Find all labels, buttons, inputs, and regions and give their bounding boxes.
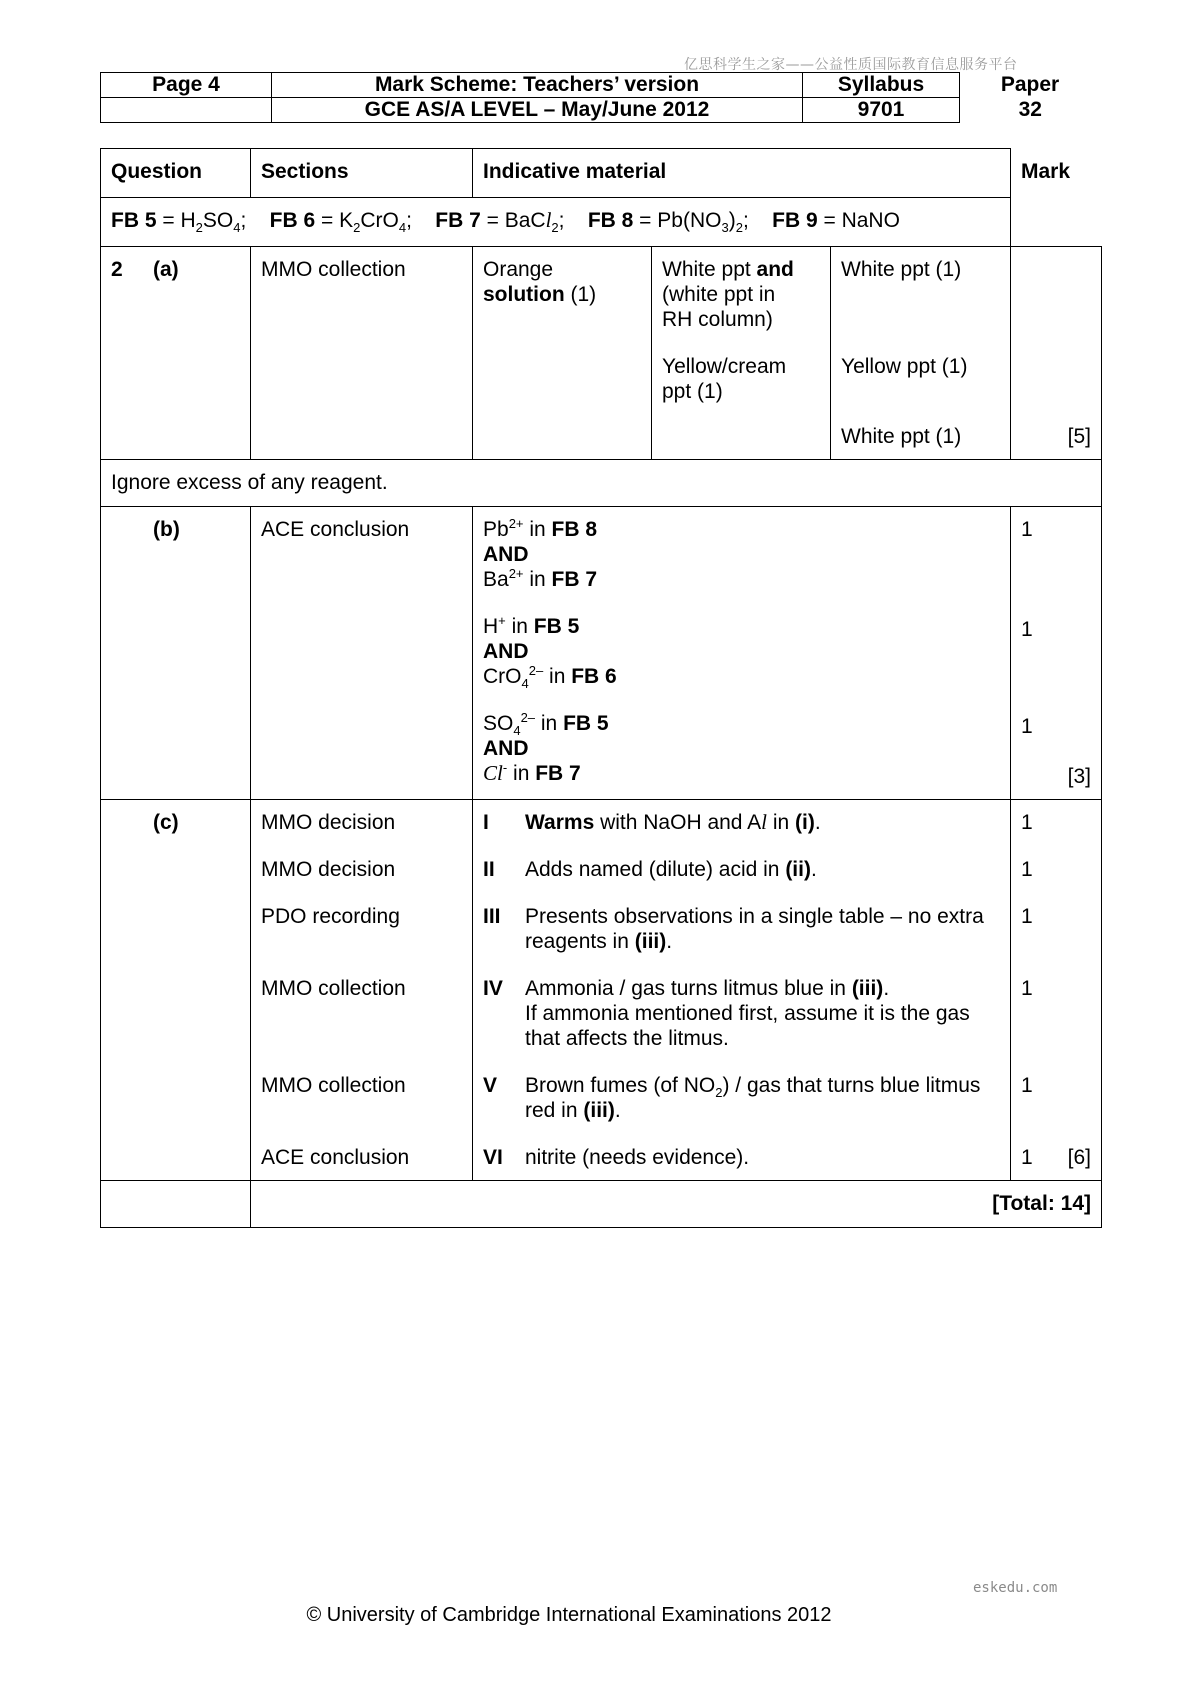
- column-header-question: Question: [101, 149, 251, 198]
- reagent-key-mark-empty: [1011, 198, 1102, 247]
- watermark-top: 亿思科学生之家——公益性质国际教育信息服务平台: [684, 57, 1018, 73]
- question-2b-row: [101, 507, 1102, 800]
- question-2b-section: ACE conclusion: [251, 507, 473, 800]
- column-header-mark: Mark: [1011, 149, 1102, 198]
- page-number: Page 4: [101, 73, 272, 98]
- document-subtitle: GCE AS/A LEVEL – May/June 2012: [272, 98, 803, 123]
- page-header: [100, 72, 1101, 123]
- question-2a-label: 2 (a): [101, 247, 251, 460]
- syllabus-code: 9701: [803, 98, 960, 123]
- question-2a-row: [101, 247, 1102, 460]
- question-2c-row: [101, 800, 1102, 1181]
- total-row: [101, 1181, 1102, 1228]
- paper-label: Paper: [1000, 73, 1060, 96]
- question-2c-marks: 1 1 1 1 1 1 [6]: [1011, 800, 1102, 1181]
- reagent-key-row: [101, 198, 1102, 247]
- question-2b-label: (b): [101, 507, 251, 800]
- note-ignore-excess: Ignore excess of any reagent.: [101, 460, 1102, 507]
- question-2c-sections: MMO decision MMO decision PDO recording MMO collection MMO collection ACE conclusion: [251, 800, 473, 1181]
- mark-scheme-table: [100, 148, 1102, 1228]
- syllabus-label: Syllabus: [803, 73, 960, 98]
- question-2a-section: MMO collection: [251, 247, 473, 460]
- question-2a-mark: [5]: [1011, 247, 1102, 460]
- column-header-indicative: Indicative material: [473, 149, 1011, 198]
- question-2b-content: $Pb^{2+}$ in FB 8 AND $Ba^{2+}$ in FB 7 H+ in FB 5 AND CrO$_4^{2-}$ in FB 6 $SO_4^{2-}$ in FB 5 AND Cl- in FB 7: [473, 507, 1011, 800]
- paper-code: 32: [1018, 98, 1042, 121]
- question-2a-col1: Orange solution (1): [473, 247, 652, 460]
- document-title: Mark Scheme: Teachers’ version: [272, 73, 803, 98]
- question-2c-label: (c): [101, 800, 251, 1181]
- question-2a-col3: White ppt (1) Yellow ppt (1) White ppt (1): [831, 247, 1011, 460]
- question-2b-marks: 1 1 1 [3]: [1011, 507, 1102, 800]
- column-header-sections: Sections: [251, 149, 473, 198]
- copyright-footer: © University of Cambridge International Examinations 2012: [306, 1604, 832, 1626]
- grand-total: [Total: 14]: [251, 1181, 1102, 1228]
- note-row: [101, 460, 1102, 507]
- question-2c-content: I Warms with NaOH and Al in (i). II Adds named (dilute) acid in (ii). III Presents observations in a single table – no extra reagents in (iii). IV Ammonia / gas turns litmus blue in (iii). If ammonia mentioned first, assume it is the gas that affects the litmus. V Brown fumes (of $NO_2$) / gas that turns blue litmus red in (iii). VI nitrite (needs evidence).: [473, 800, 1011, 1181]
- question-2a-col2: White ppt and (white ppt in RH column) Yellow/cream ppt (1): [652, 247, 831, 460]
- watermark-bottom: eskedu.com: [973, 1580, 1058, 1596]
- total-row-empty: [101, 1181, 251, 1228]
- reagent-key: FB $5 = H_2SO_4$; FB $6 = K_2CrO_4$; FB 7 = BaCl$_2$; FB $8 = Pb(NO_3)_2$; FB 9 = NaNO: [101, 198, 1011, 247]
- page-header-empty: [101, 98, 272, 123]
- table-header-row: [101, 149, 1102, 198]
